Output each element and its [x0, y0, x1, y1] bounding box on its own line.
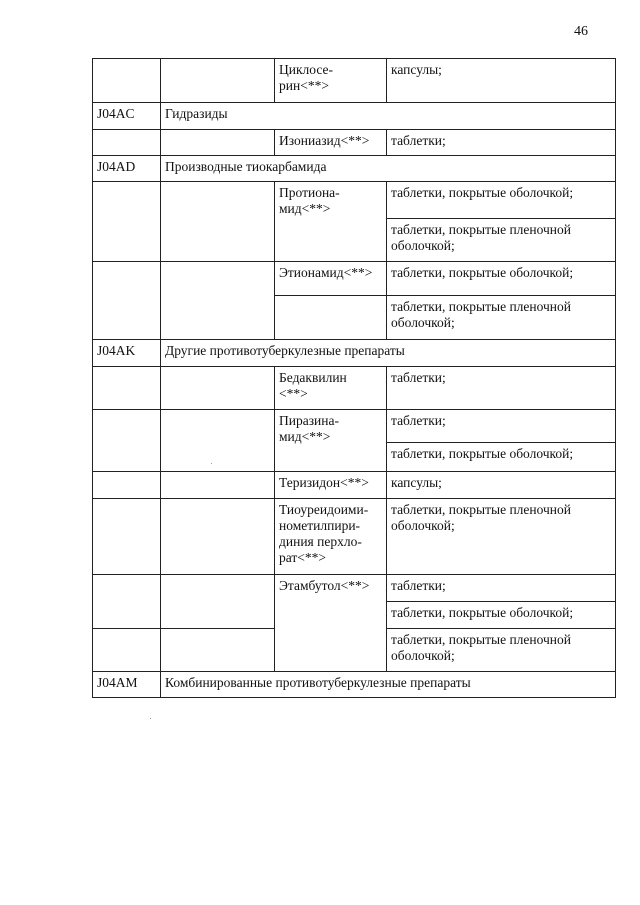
drug-name-cell: Циклосе- рин<**> [275, 59, 387, 103]
group-cell [161, 575, 275, 629]
dosage-form-cell: таблетки, покрытые пленочной оболочкой; [387, 629, 616, 672]
atc-code-cell [93, 575, 161, 629]
table-row [93, 182, 616, 219]
atc-code-cell [93, 130, 161, 156]
dosage-form-cell: таблетки, покрытые пленочной оболочкой; [387, 219, 616, 262]
group-cell [161, 472, 275, 499]
dosage-form-cell: таблетки, покрытые пленочной оболочкой; [387, 499, 616, 575]
table-row [93, 262, 616, 296]
table-row [93, 575, 616, 602]
table-row [93, 367, 616, 410]
dosage-form-cell: таблетки, покрытые пленочной оболочкой; [387, 296, 616, 340]
group-header-row [93, 103, 616, 130]
dosage-form-cell: таблетки; [387, 130, 616, 156]
atc-code-cell: J04AM [93, 672, 161, 698]
dosage-form-cell: капсулы; [387, 59, 616, 103]
drug-name-cell: Этамбутол<**> [275, 575, 387, 672]
page-number: 46 [574, 24, 588, 39]
table-row [93, 130, 616, 156]
drug-table [92, 58, 616, 698]
atc-code-cell [93, 499, 161, 575]
group-cell [161, 629, 275, 672]
atc-code-cell: J04AK [93, 340, 161, 367]
dosage-form-cell: таблетки; [387, 410, 616, 443]
group-cell [161, 410, 275, 472]
group-name-cell: Комбинированные противотуберкулезные препараты [161, 672, 616, 698]
group-header-row [93, 340, 616, 367]
atc-code-cell [93, 629, 161, 672]
atc-code-cell [93, 472, 161, 499]
drug-name-cell: Изониазид<**> [275, 130, 387, 156]
scan-speck [211, 463, 212, 464]
table-row [93, 499, 616, 575]
atc-code-cell [93, 367, 161, 410]
table-row [93, 410, 616, 443]
atc-code-cell: J04AC [93, 103, 161, 130]
dosage-form-cell: таблетки; [387, 367, 616, 410]
drug-name-cell: Протиона- мид<**> [275, 182, 387, 262]
table-row [93, 472, 616, 499]
group-cell [161, 130, 275, 156]
group-cell [161, 499, 275, 575]
group-cell [161, 182, 275, 262]
group-header-row [93, 672, 616, 698]
group-header-row [93, 156, 616, 182]
drug-name-cell: Тиоуреидоими- нометилпири- диния перхло- рат<**> [275, 499, 387, 575]
atc-code-cell [93, 262, 161, 340]
dosage-form-cell: таблетки; [387, 575, 616, 602]
dosage-form-cell: таблетки, покрытые оболочкой; [387, 262, 616, 296]
table-row [93, 59, 616, 103]
atc-code-cell [93, 410, 161, 472]
group-cell [161, 367, 275, 410]
dosage-form-cell: таблетки, покрытые оболочкой; [387, 182, 616, 219]
group-cell [161, 262, 275, 340]
drug-name-cell: Бедаквилин <**> [275, 367, 387, 410]
dosage-form-cell: таблетки, покрытые оболочкой; [387, 602, 616, 629]
atc-code-cell: J04AD [93, 156, 161, 182]
group-name-cell: Другие противотуберкулезные препараты [161, 340, 616, 367]
atc-code-cell [93, 182, 161, 262]
group-cell [161, 59, 275, 103]
dosage-form-cell: капсулы; [387, 472, 616, 499]
drug-name-cell [275, 296, 387, 340]
dosage-form-cell: таблетки, покрытые оболочкой; [387, 443, 616, 472]
drug-name-cell: Этионамид<**> [275, 262, 387, 296]
scan-speck [150, 718, 151, 719]
atc-code-cell [93, 59, 161, 103]
group-name-cell: Производные тиокарбамида [161, 156, 616, 182]
drug-name-cell: Теризидон<**> [275, 472, 387, 499]
drug-name-cell: Пиразина- мид<**> [275, 410, 387, 472]
group-name-cell: Гидразиды [161, 103, 616, 130]
